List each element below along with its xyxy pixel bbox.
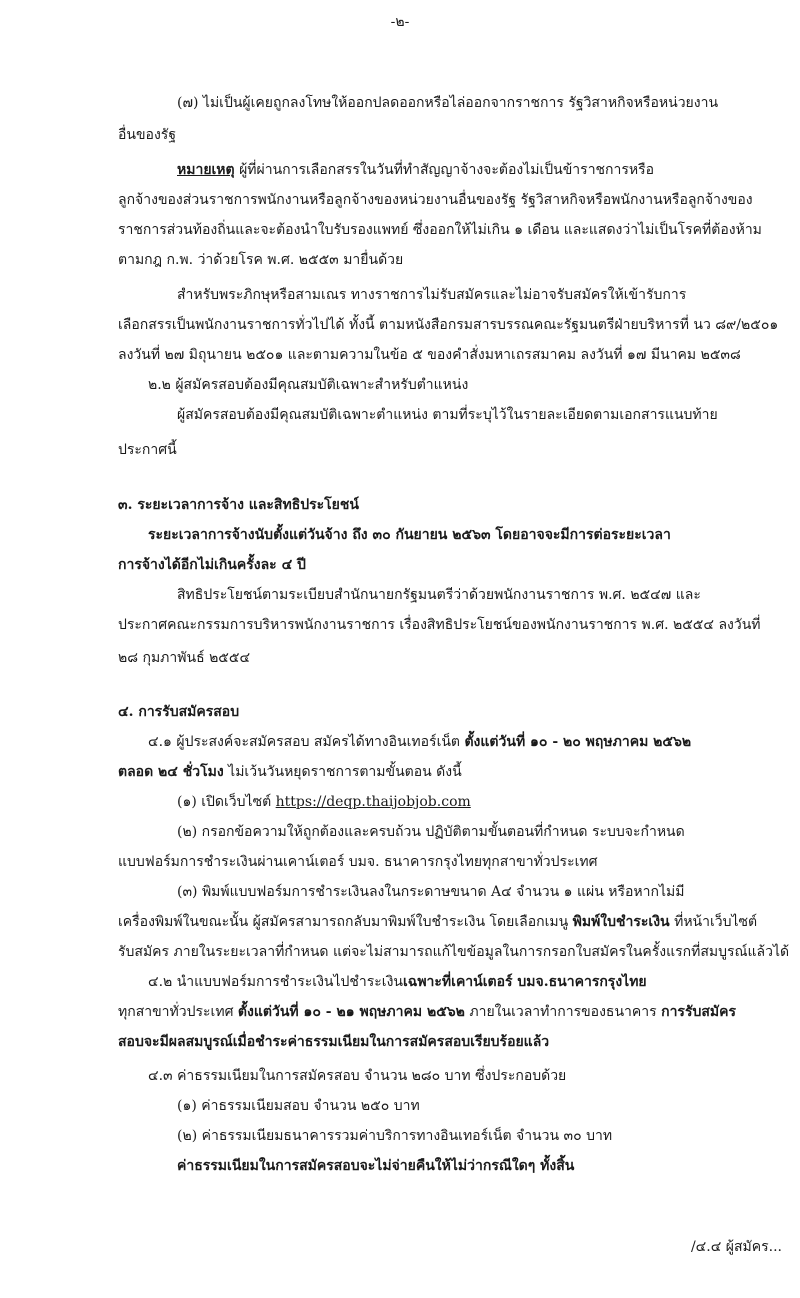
step3-line1: (๓) พิมพ์แบบฟอร์มการชำระเงินลงในกระดาษขนาด A๔ จำนวน ๑ แผ่น หรือหากไม่มี <box>177 884 685 900</box>
s42-line2 <box>118 1002 736 1022</box>
s3-benefit-line3: ๒๘ กุมภาพันธ์ ๒๕๕๔ <box>118 650 251 666</box>
s3-benefit-line2: ประกาศคณะกรรมการบริหารพนักงานราชการ เรื่องสิทธิประโยชน์ของพนักงานราชการ พ.ศ. ๒๕๕๔ ลงวันที่ <box>118 617 761 633</box>
s3-benefit-line1: สิทธิประโยชน์ตามระเบียบสำนักนายกรัฐมนตรีว่าด้วยพนักงานราชการ พ.ศ. ๒๕๔๗ และ <box>177 587 701 603</box>
s3-heading: ๓. ระยะเวลาการจ้าง และสิทธิประโยชน์ <box>118 497 359 513</box>
s41-dates: ตั้งแต่วันที่ ๑๐ - ๒๐ พฤษภาคม ๒๕๖๒ <box>464 734 692 750</box>
fee-item-2: (๒) ค่าธรรมเนียมธนาคารรวมค่าบริการทางอินเทอร์เน็ต จำนวน ๓๐ บาท <box>177 1128 613 1144</box>
fee-item-1: (๑) ค่าธรรมเนียมสอบ จำนวน ๒๕๐ บาท <box>177 1098 420 1114</box>
note-line3: ราชการส่วนท้องถิ่นและจะต้องนำใบรับรองแพทย์ ซึ่งออกให้ไม่เกิน ๑ เดือน และแสดงว่าไม่เป็นโรคที่ต้องห้าม <box>118 222 762 238</box>
s41-line1 <box>148 732 691 752</box>
step3-line2 <box>118 912 757 932</box>
note-line2: ลูกจ้างของส่วนราชการพนักงานหรือลูกจ้างของหน่วยงานอื่นของรัฐ รัฐวิสาหกิจหรือพนักงานหรือลูกจ้างของ <box>118 192 753 208</box>
s22-heading: ๒.๒ ผู้สมัครสอบต้องมีคุณสมบัติเฉพาะสำหรับตำแหน่ง <box>148 377 469 393</box>
note-line1-rest: ผู้ที่ผ่านการเลือกสรรในวันที่ทำสัญญาจ้างจะต้องไม่เป็นข้าราชการหรือ <box>234 162 655 178</box>
step2-line2: แบบฟอร์มการชำระเงินผ่านเคาน์เตอร์ บมจ. ธนาคารกรุงไทยทุกสาขาทั่วประเทศ <box>118 854 598 870</box>
step3-menu-name: พิมพ์ใบชำระเงิน <box>572 914 670 930</box>
para7-line2: อื่นของรัฐ <box>118 127 177 143</box>
s4-heading: ๔. การรับสมัครสอบ <box>118 704 240 720</box>
page-number: -๒- <box>390 14 410 30</box>
s3-duration-line1: ระยะเวลาการจ้างนับตั้งแต่วันจ้าง ถึง ๓๐ กันยายน ๒๕๖๓ โดยอาจจะมีการต่อระยะเวลา <box>148 527 671 543</box>
apply-website-link[interactable]: https://deqp.thaijobjob.com <box>275 794 471 810</box>
s42-dates: ตั้งแต่วันที่ ๑๐ - ๒๑ พฤษภาคม ๒๕๖๒ <box>237 1004 465 1020</box>
s41-text-a: ๔.๑ ผู้ประสงค์จะสมัครสอบ สมัครได้ทางอินเทอร์เน็ต <box>148 734 465 750</box>
s41-line2 <box>118 762 462 782</box>
s42-counter: เฉพาะที่เคาน์เตอร์ บมจ.ธนาคารกรุงไทย <box>403 974 647 990</box>
no-refund-note: ค่าธรรมเนียมในการสมัครสอบจะไม่จ่ายคืนให้ไม่ว่ากรณีใดๆ ทั้งสิ้น <box>177 1158 575 1174</box>
s42-text-2a: ทุกสาขาทั่วประเทศ <box>118 1004 238 1020</box>
s42-text-2d: การรับสมัคร <box>661 1004 737 1020</box>
s42-text-a: ๔.๒ นำแบบฟอร์มการชำระเงินไปชำระเงิน <box>148 974 403 990</box>
s42-line1 <box>148 972 647 992</box>
monks-line3: ลงวันที่ ๒๗ มิถุนายน ๒๕๐๑ และตามความในข้อ ๕ ของคำสั่งมหาเถรสมาคม ลงวันที่ ๑๗ มีนาคม ๒๕๓๘ <box>118 347 741 363</box>
s42-text-2c: ภายในเวลาทำการของธนาคาร <box>464 1004 662 1020</box>
s22-line1: ผู้สมัครสอบต้องมีคุณสมบัติเฉพาะตำแหน่ง ตามที่ระบุไว้ในรายละเอียดตามเอกสารแนบท้าย <box>177 407 718 423</box>
para7-line1: (๗) ไม่เป็นผู้เคยถูกลงโทษให้ออกปลดออกหรือไล่ออกจากราชการ รัฐวิสาหกิจหรือหน่วยงาน <box>177 95 719 111</box>
monks-line1: สำหรับพระภิกษุหรือสามเณร ทางราชการไม่รับสมัครและไม่อาจรับสมัครให้เข้ารับการ <box>177 287 687 303</box>
continuation-marker: /๔.๔ ผู้สมัคร... <box>690 1239 782 1255</box>
note-label: หมายเหตุ <box>177 162 235 178</box>
note-line4: ตามกฎ ก.พ. ว่าด้วยโรค พ.ศ. ๒๕๕๓ มายื่นด้วย <box>118 252 404 268</box>
s43-heading: ๔.๓ ค่าธรรมเนียมในการสมัครสอบ จำนวน ๒๘๐ บาท ซึ่งประกอบด้วย <box>148 1068 567 1084</box>
note-line1 <box>177 160 654 180</box>
s22-line2: ประกาศนี้ <box>118 442 177 458</box>
step2-line1: (๒) กรอกข้อความให้ถูกต้องและครบถ้วน ปฏิบัติตามขั้นตอนที่กำหนด ระบบจะกำหนด <box>177 824 685 840</box>
s41-hours: ตลอด ๒๔ ชั่วโมง <box>118 764 224 780</box>
step3-text-a: เครื่องพิมพ์ในขณะนั้น ผู้สมัครสามารถกลับมาพิมพ์ใบชำระเงิน โดยเลือกเมนู <box>118 914 573 930</box>
step3-line3: รับสมัคร ภายในระยะเวลาที่กำหนด แต่จะไม่สามารถแก้ไขข้อมูลในการกรอกใบสมัครในครั้งแรกที่สมบูรณ์แล้วได้ <box>118 944 790 960</box>
step1-line <box>177 792 471 812</box>
step3-text-c: ที่หน้าเว็บไซต์ <box>669 914 758 930</box>
monks-line2: เลือกสรรเป็นพนักงานราชการทั่วไปได้ ทั้งนี้ ตามหนังสือกรมสารบรรณคณะรัฐมนตรีฝ่ายบริหารที่ นว ๘๙/๒๕๐๑ <box>118 317 779 333</box>
s3-duration-line2: การจ้างได้อีกไม่เกินครั้งละ ๔ ปี <box>118 557 306 573</box>
step1-text: (๑) เปิดเว็บไซต์ <box>177 794 276 810</box>
s41-text-d: ไม่เว้นวันหยุดราชการตามขั้นตอน ดังนี้ <box>223 764 462 780</box>
s42-line3: สอบจะมีผลสมบูรณ์เมื่อชำระค่าธรรมเนียมในการสมัครสอบเรียบร้อยแล้ว <box>118 1034 550 1050</box>
